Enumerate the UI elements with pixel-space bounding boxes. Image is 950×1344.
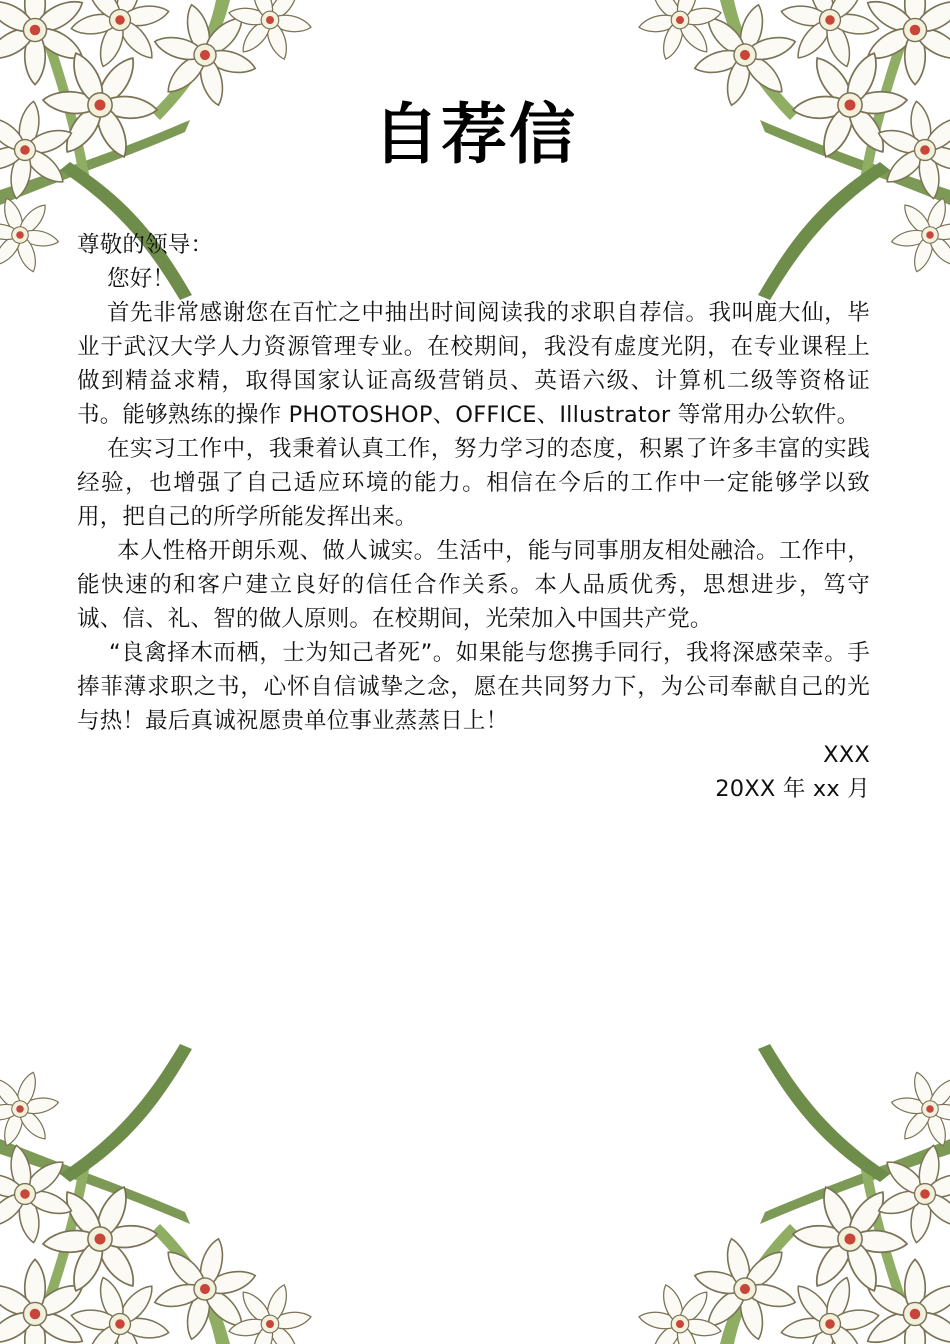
salutation: 尊敬的领导： <box>77 232 214 258</box>
corner-flower-decoration-bottom-right <box>620 1034 950 1344</box>
paragraph-internship: 在实习工作中，我秉着认真工作，努力学习的态度，积累了许多丰富的实践经验，也增强了自己适应环境的能力。相信在今后的工作中一定能够学以致用，把自己的所学所能发挥出来。 <box>77 436 870 530</box>
greeting: 您好！ <box>107 266 176 292</box>
paragraph-personality: 本人性格开朗乐观、做人诚实。生活中，能与同事朋友相处融洽。工作中，能快速的和客户建立良好的信任合作关系。本人品质优秀，思想进步，笃守诚、信、礼、智的做人原则。在校期间，光荣加入中国共产党。 <box>77 538 870 632</box>
corner-flower-decoration-bottom-left <box>0 1034 330 1344</box>
page-title: 自荐信 <box>373 96 577 174</box>
date: 20XX 年 xx 月 <box>715 776 870 802</box>
paragraph-closing: “良禽择木而栖，士为知己者死”。如果能与您携手同行，我将深感荣幸。手捧菲薄求职之书，心怀自信诚挚之念，愿在共同努力下，为公司奉献自己的光与热！最后真诚祝愿贵单位事业蒸蒸日上！ <box>77 640 870 734</box>
letter-body <box>77 228 870 806</box>
signature: XXX <box>823 742 870 768</box>
paragraph-intro: 首先非常感谢您在百忙之中抽出时间阅读我的求职自荐信。我叫鹿大仙，毕业于武汉大学人力资源管理专业。在校期间，我没有虚度光阴，在专业课程上做到精益求精，取得国家认证高级营销员、英语六级、计算机二级等资格证书。能够熟练的操作 PHOTOSHOP、OFFICE、Illustrator 等常用办公软件。 <box>77 300 870 428</box>
